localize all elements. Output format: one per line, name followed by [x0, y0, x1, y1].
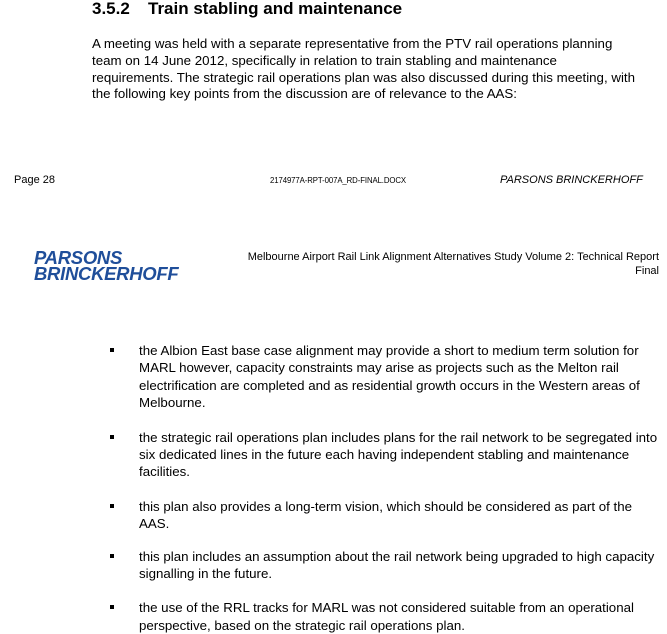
list-item-line: the Albion East base case alignment may provide a short to medium term solution for — [139, 343, 639, 358]
report-title-line-1: Melbourne Airport Rail Link Alignment Alternatives Study Volume 2: Technical Report — [247, 251, 659, 263]
document-reference: 2174977A-RPT-007A_RD-FINAL.DOCX — [270, 176, 407, 185]
list-item — [110, 429, 662, 481]
intro-line: team on 14 June 2012, specifically in relation to train stabling and maintenance — [92, 52, 557, 68]
section-title: Train stabling and maintenance — [148, 0, 403, 18]
bullet-marker — [110, 605, 114, 609]
intro-line: the following key points from the discussion are of relevance to the AAS: — [92, 86, 517, 102]
bullet-marker — [110, 435, 114, 439]
list-item-line: six dedicated lines in the future each having independent stabling and maintenance — [139, 447, 630, 463]
key-points-list — [110, 342, 662, 634]
list-item-line: perspective, based on the strategic rail operations plan. — [139, 617, 465, 633]
list-item-line: this plan includes an assumption about the rail network being upgraded to high capacity — [139, 548, 655, 564]
list-item-line: this plan also provides a long-term vision, which should be considered as part of the — [139, 498, 632, 514]
list-item-line: Melbourne. — [139, 395, 206, 411]
bullet-marker — [110, 348, 114, 352]
list-item — [110, 498, 662, 533]
section-heading — [92, 0, 402, 19]
bullet-marker — [110, 504, 114, 508]
list-item-line: MARL however, capacity constraints may arise as projects such as the Melton rail — [139, 360, 619, 376]
bullet-marker — [110, 554, 114, 558]
list-item-line: signalling in the future. — [139, 566, 273, 582]
company-logo — [34, 247, 179, 284]
list-item-line: the use of the RRL tracks for MARL was not considered suitable from an operational — [139, 600, 634, 616]
footer-company-name: PARSONS BRINCKERHOFF — [500, 174, 643, 186]
section-number: 3.5.2 — [92, 0, 130, 18]
intro-line: requirements. The strategic rail operations plan was also discussed during this meeting, with — [92, 69, 635, 85]
page-number: Page 28 — [14, 174, 55, 186]
logo-line-2: BRINCKERHOFF — [34, 263, 179, 284]
list-item-line: AAS. — [139, 516, 170, 532]
intro-paragraph — [92, 36, 652, 103]
intro-line: A meeting was held with a separate representative from the PTV rail operations planning — [92, 36, 613, 51]
list-item-line: the strategic rail operations plan includes plans for the rail network to be segregated into — [139, 429, 658, 445]
logo-line-1: PARSONS — [34, 247, 123, 268]
report-title-line-2: Final — [635, 264, 659, 277]
list-item — [110, 342, 662, 412]
list-item — [110, 599, 662, 634]
list-item — [110, 548, 662, 583]
list-item-line: facilities. — [139, 464, 190, 480]
list-item-line: electrification are completed and as residential growth occurs in the Western areas of — [139, 377, 640, 393]
report-title — [229, 251, 659, 278]
